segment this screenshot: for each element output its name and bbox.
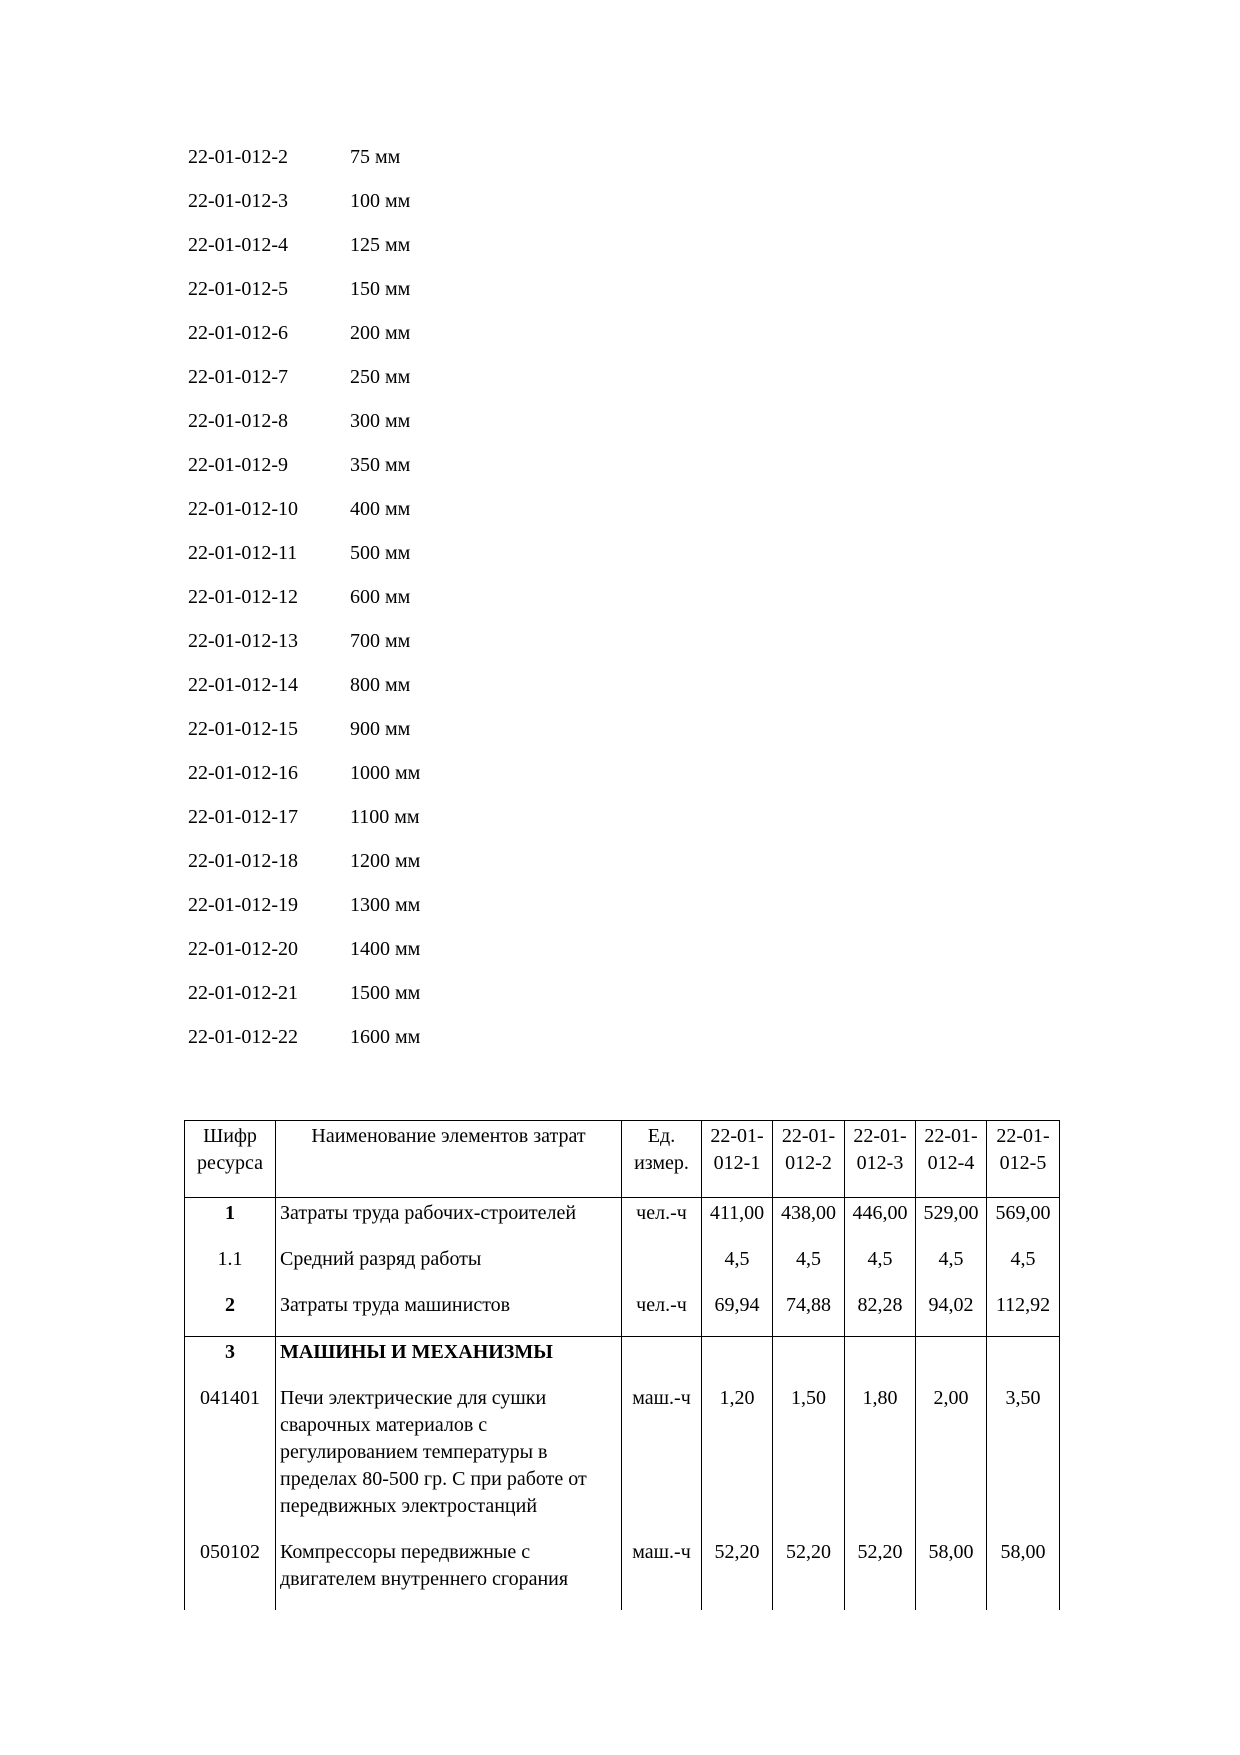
cell-value-col-5 <box>987 1337 1060 1384</box>
cell-value-col-1: 4,5 <box>702 1244 773 1290</box>
item-diameter: 900 мм <box>350 718 411 740</box>
table-row <box>185 1198 1060 1245</box>
list-item <box>188 849 788 893</box>
table-header-row <box>185 1121 1060 1198</box>
item-diameter: 800 мм <box>350 674 411 696</box>
cell-value-col-5: 4,5 <box>987 1244 1060 1290</box>
item-code: 22-01-012-2 <box>188 146 288 168</box>
item-code: 22-01-012-22 <box>188 1026 298 1048</box>
item-diameter: 1100 мм <box>350 806 420 828</box>
item-code: 22-01-012-10 <box>188 498 298 520</box>
item-diameter: 1500 мм <box>350 982 421 1004</box>
item-diameter: 400 мм <box>350 498 411 520</box>
item-code: 22-01-012-5 <box>188 278 288 300</box>
cell-value-col-4: 4,5 <box>916 1244 987 1290</box>
cell-value-col-2: 438,00 <box>773 1198 845 1245</box>
cell-value-col-2 <box>773 1337 845 1384</box>
cell-resource-code: 1 <box>185 1198 276 1245</box>
cell-value-col-5: 569,00 <box>987 1198 1060 1245</box>
header-col-5: 22-01-012-5 <box>987 1121 1060 1198</box>
item-code: 22-01-012-9 <box>188 454 288 476</box>
cell-unit: чел.-ч <box>622 1290 702 1337</box>
header-col-3: 22-01-012-3 <box>845 1121 916 1198</box>
cell-value-col-4: 58,00 <box>916 1537 987 1610</box>
cell-value-col-4: 94,02 <box>916 1290 987 1337</box>
list-item <box>188 541 788 585</box>
cell-value-col-3: 1,80 <box>845 1383 916 1537</box>
item-code: 22-01-012-14 <box>188 674 298 696</box>
list-item <box>188 189 788 233</box>
item-diameter: 1200 мм <box>350 850 421 872</box>
cell-unit <box>622 1244 702 1290</box>
cell-value-col-3: 52,20 <box>845 1537 916 1610</box>
resource-table-container <box>184 1120 1059 1590</box>
item-code: 22-01-012-3 <box>188 190 288 212</box>
list-item <box>188 981 788 1025</box>
item-diameter: 600 мм <box>350 586 411 608</box>
code-list <box>188 145 788 1069</box>
cell-value-col-1: 411,00 <box>702 1198 773 1245</box>
cell-cost-element-name: МАШИНЫ И МЕХАНИЗМЫ <box>276 1337 622 1384</box>
table-row <box>185 1244 1060 1290</box>
cell-cost-element-name: Печи электрические для сушки сварочных материалов с регулированием температуры в пределах 80-500 гр. С при работе от передвижных электростанций <box>276 1383 622 1537</box>
item-code: 22-01-012-15 <box>188 718 298 740</box>
cell-value-col-1: 69,94 <box>702 1290 773 1337</box>
header-col-2: 22-01-012-2 <box>773 1121 845 1198</box>
item-diameter: 200 мм <box>350 322 411 344</box>
item-code: 22-01-012-6 <box>188 322 288 344</box>
list-item <box>188 717 788 761</box>
table-row <box>185 1290 1060 1337</box>
item-code: 22-01-012-8 <box>188 410 288 432</box>
list-item <box>188 409 788 453</box>
list-item <box>188 893 788 937</box>
table-row <box>185 1383 1060 1537</box>
cell-value-col-3: 82,28 <box>845 1290 916 1337</box>
cell-value-col-2: 52,20 <box>773 1537 845 1610</box>
cell-resource-code: 3 <box>185 1337 276 1384</box>
item-diameter: 1300 мм <box>350 894 421 916</box>
list-item <box>188 1025 788 1069</box>
cell-value-col-5: 3,50 <box>987 1383 1060 1537</box>
item-code: 22-01-012-7 <box>188 366 288 388</box>
cell-value-col-4: 529,00 <box>916 1198 987 1245</box>
item-diameter: 1400 мм <box>350 938 421 960</box>
list-item <box>188 145 788 189</box>
list-item <box>188 277 788 321</box>
list-item <box>188 497 788 541</box>
item-code: 22-01-012-11 <box>188 542 298 564</box>
list-item <box>188 233 788 277</box>
list-item <box>188 761 788 805</box>
item-code: 22-01-012-13 <box>188 630 298 652</box>
cell-unit: маш.-ч <box>622 1537 702 1610</box>
item-code: 22-01-012-20 <box>188 938 298 960</box>
item-diameter: 150 мм <box>350 278 411 300</box>
cell-resource-code: 2 <box>185 1290 276 1337</box>
cell-value-col-1: 1,20 <box>702 1383 773 1537</box>
header-col-4: 22-01-012-4 <box>916 1121 987 1198</box>
item-diameter: 350 мм <box>350 454 411 476</box>
item-code: 22-01-012-18 <box>188 850 298 872</box>
cell-resource-code: 1.1 <box>185 1244 276 1290</box>
cell-cost-element-name: Затраты труда машинистов <box>276 1290 622 1337</box>
item-diameter: 250 мм <box>350 366 411 388</box>
cell-value-col-4: 2,00 <box>916 1383 987 1537</box>
item-diameter: 1600 мм <box>350 1026 421 1048</box>
cell-value-col-4 <box>916 1337 987 1384</box>
header-resource-code: Шифр ресурса <box>185 1121 276 1198</box>
item-code: 22-01-012-12 <box>188 586 298 608</box>
item-code: 22-01-012-19 <box>188 894 298 916</box>
list-item <box>188 629 788 673</box>
list-item <box>188 321 788 365</box>
list-item <box>188 585 788 629</box>
list-item <box>188 453 788 497</box>
item-diameter: 75 мм <box>350 146 401 168</box>
cell-cost-element-name: Компрессоры передвижные с двигателем внутреннего сгорания <box>276 1537 622 1610</box>
item-code: 22-01-012-17 <box>188 806 298 828</box>
cell-resource-code: 050102 <box>185 1537 276 1610</box>
cell-unit: чел.-ч <box>622 1198 702 1245</box>
item-diameter: 1000 мм <box>350 762 421 784</box>
header-cost-element-name: Наименование элементов затрат <box>276 1121 622 1198</box>
item-diameter: 125 мм <box>350 234 411 256</box>
cell-value-col-1 <box>702 1337 773 1384</box>
cell-value-col-3: 446,00 <box>845 1198 916 1245</box>
header-unit: Ед. измер. <box>622 1121 702 1198</box>
resource-table <box>184 1120 1060 1610</box>
table-row <box>185 1337 1060 1384</box>
item-diameter: 100 мм <box>350 190 411 212</box>
cell-cost-element-name: Затраты труда рабочих-строителей <box>276 1198 622 1245</box>
item-code: 22-01-012-4 <box>188 234 288 256</box>
cell-value-col-5: 112,92 <box>987 1290 1060 1337</box>
cell-value-col-2: 74,88 <box>773 1290 845 1337</box>
item-diameter: 700 мм <box>350 630 411 652</box>
cell-unit: маш.-ч <box>622 1383 702 1537</box>
cell-value-col-3 <box>845 1337 916 1384</box>
item-diameter: 300 мм <box>350 410 411 432</box>
cell-value-col-3: 4,5 <box>845 1244 916 1290</box>
item-diameter: 500 мм <box>350 542 411 564</box>
item-code: 22-01-012-21 <box>188 982 298 1004</box>
list-item <box>188 365 788 409</box>
cell-resource-code: 041401 <box>185 1383 276 1537</box>
cell-unit <box>622 1337 702 1384</box>
list-item <box>188 805 788 849</box>
table-row <box>185 1537 1060 1610</box>
list-item <box>188 673 788 717</box>
item-code: 22-01-012-16 <box>188 762 298 784</box>
cell-value-col-2: 1,50 <box>773 1383 845 1537</box>
cell-value-col-5: 58,00 <box>987 1537 1060 1610</box>
cell-cost-element-name: Средний разряд работы <box>276 1244 622 1290</box>
cell-value-col-2: 4,5 <box>773 1244 845 1290</box>
header-col-1: 22-01-012-1 <box>702 1121 773 1198</box>
cell-value-col-1: 52,20 <box>702 1537 773 1610</box>
list-item <box>188 937 788 981</box>
